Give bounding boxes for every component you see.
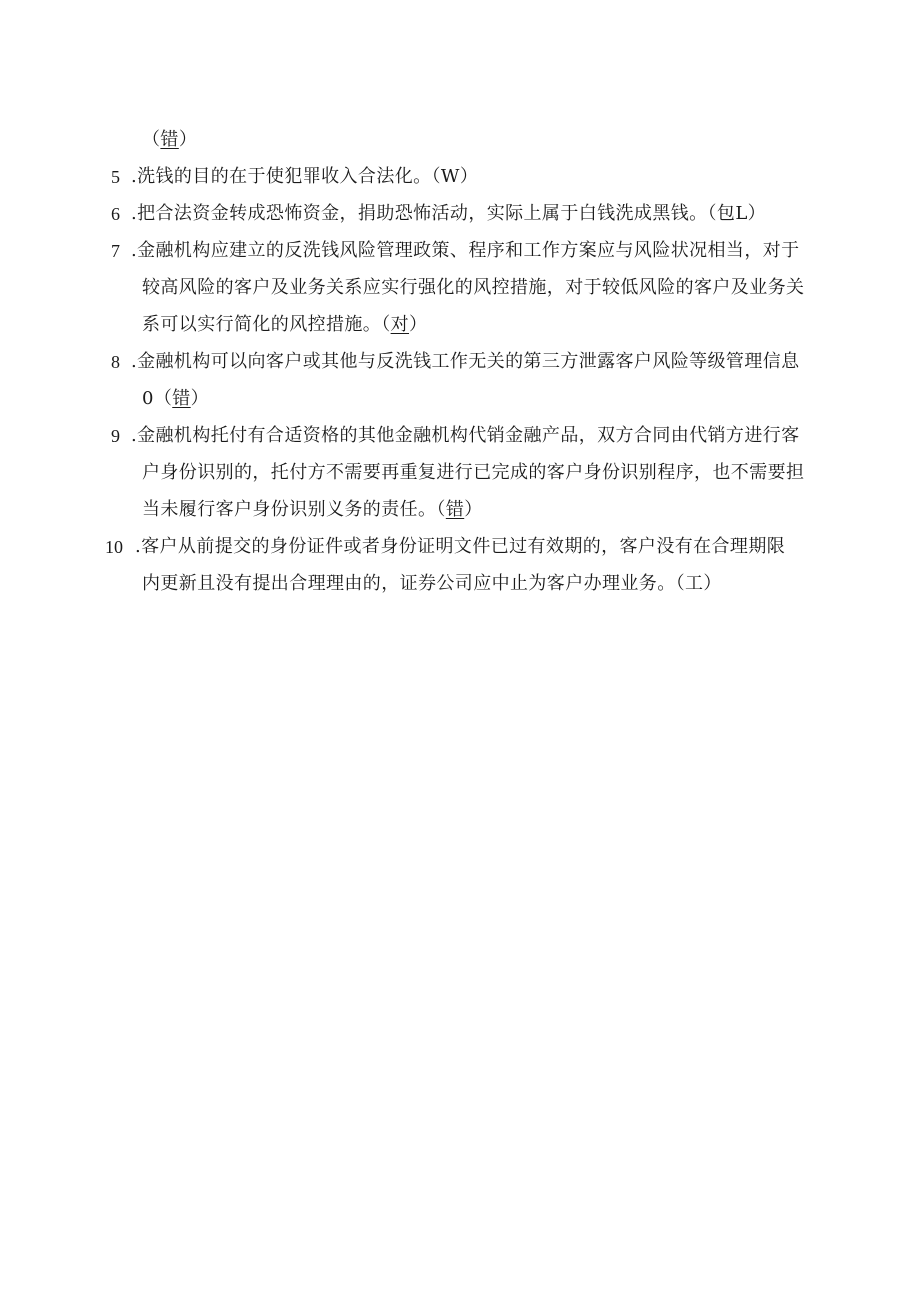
item-10-number: 10 bbox=[105, 537, 123, 557]
item-5-number: 5 bbox=[111, 167, 120, 187]
item-8-text: 0（ bbox=[142, 388, 173, 409]
item-continuation-line bbox=[142, 128, 197, 152]
item-8-line-1: .金融机构可以向客户或其他与反洗钱工作无关的第三方泄露客户风险等级管理信息 bbox=[131, 351, 800, 372]
item-10-line-2: 内更新且没有提出合理理由的，证券公司应中止为客户办理业务。（工） bbox=[142, 573, 722, 594]
item-9-line-2: 户身份识别的，托付方不需要再重复进行已完成的客户身份识别程序，也不需要担 bbox=[142, 462, 805, 483]
item-8-line-2 bbox=[142, 387, 209, 411]
item-6-number: 6 bbox=[111, 204, 120, 224]
item-7-text: 系可以实行简化的风控措施。（ bbox=[142, 314, 391, 335]
item-9-number: 9 bbox=[111, 426, 120, 446]
answer-mark: 错 bbox=[160, 129, 179, 150]
item-7-number: 7 bbox=[111, 241, 120, 261]
item-7-answer-mark: 对 bbox=[390, 314, 410, 335]
item-7-line-2: 较高风险的客户及业务关系应实行强化的风控措施，对于较低风险的客户及业务关 bbox=[142, 277, 805, 298]
item-8-number: 8 bbox=[111, 352, 120, 372]
item-9-line-3 bbox=[142, 498, 483, 522]
answer-close: ） bbox=[178, 129, 198, 150]
item-7-line-3 bbox=[142, 313, 427, 337]
item-6-line-1: .把合法资金转成恐怖资金，捐助恐怖活动，实际上属于白钱洗成黑钱。（包L） bbox=[131, 203, 767, 224]
item-8-answer-mark: 错 bbox=[172, 388, 191, 409]
item-7-line-1: .金融机构应建立的反洗钱风险管理政策、程序和工作方案应与风险状况相当，对于 bbox=[131, 240, 800, 261]
item-7-answer-close: ） bbox=[409, 314, 428, 335]
item-9-line-1: .金融机构托付有合适资格的其他金融机构代销金融产品，双方合同由代销方进行客 bbox=[131, 425, 800, 446]
answer-open: （ bbox=[142, 129, 161, 150]
item-5-line-1: .洗钱的目的在于使犯罪收入合法化。（W） bbox=[131, 166, 479, 187]
item-10-line-1: .客户从前提交的身份证件或者身份证明文件已过有效期的，客户没有在合理期限 bbox=[135, 536, 786, 557]
item-8-answer-close: ） bbox=[190, 388, 210, 409]
item-9-text: 当未履行客户身份识别义务的责任。（ bbox=[142, 499, 446, 520]
item-9-answer-close: ） bbox=[464, 499, 483, 520]
item-9-answer-mark: 错 bbox=[445, 499, 465, 520]
